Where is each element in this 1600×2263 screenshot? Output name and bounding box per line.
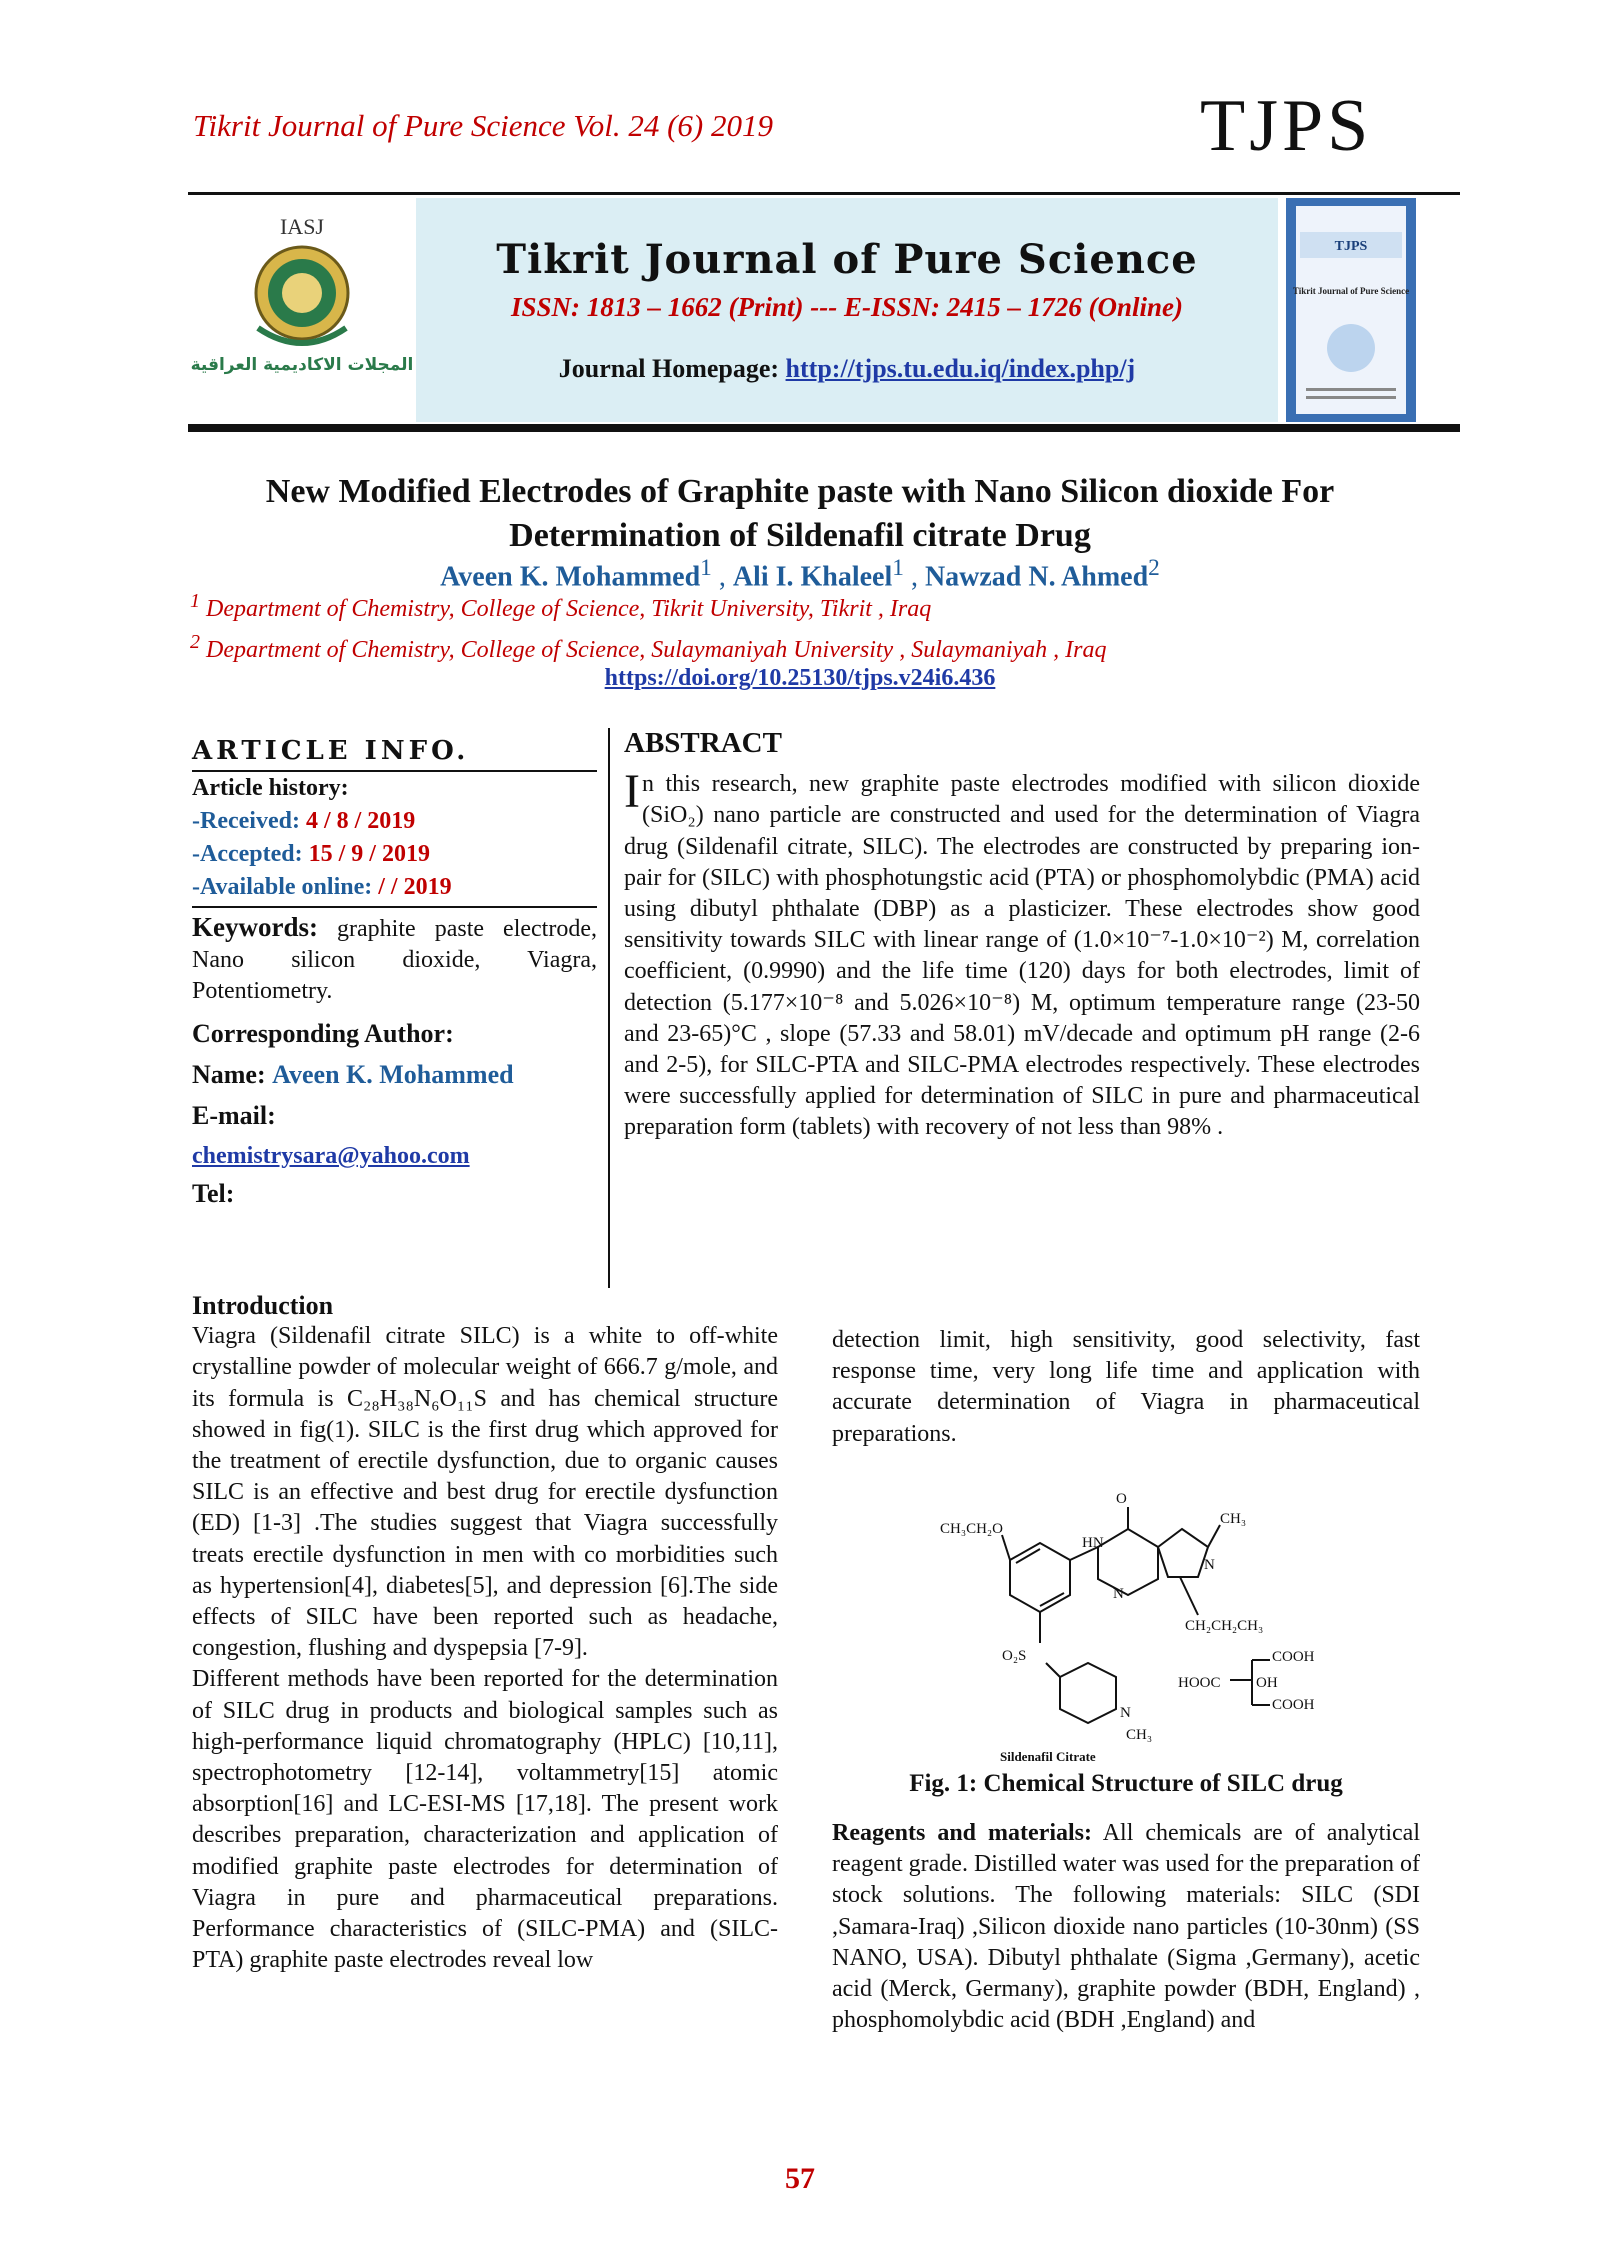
journal-abbrev: TJPS: [1200, 85, 1373, 167]
svg-text:N: N: [1120, 1705, 1131, 1721]
svg-text:COOH: COOH: [1272, 1649, 1315, 1665]
doi: [160, 665, 1440, 692]
doi-link[interactable]: https://doi.org/10.25130/tjps.v24i6.436: [604, 665, 996, 691]
abstract-dropcap: I: [624, 765, 640, 819]
keywords-text: graphite paste electrode, Nano silicon dioxide, Viagra, Potentiometry.: [192, 916, 597, 1004]
article-title: [160, 470, 1440, 558]
journal-name: Tikrit Journal of Pure Science: [496, 236, 1198, 283]
svg-text:O₂S: O₂S: [1002, 1648, 1027, 1664]
author-2-sup: 1: [892, 555, 904, 581]
svg-text:OH: OH: [1256, 1675, 1278, 1691]
name-value: Aveen K. Mohammed: [272, 1060, 514, 1089]
affiliation-1-sup: 1: [190, 590, 200, 612]
email-label: E-mail:: [192, 1101, 276, 1130]
structure-label: Sildenafil Citrate: [1000, 1749, 1096, 1764]
keywords-label: Keywords:: [192, 912, 318, 942]
journal-cover-image: [1286, 198, 1416, 422]
svg-text:CH₃: CH₃: [1126, 1727, 1153, 1743]
author-list: Aveen K. Mohammed$^1$ , Ali I. Khaleel$^1$ , Nawzad N. Ahmed$^2$: [440, 555, 1160, 593]
intro-paragraph-1: Viagra (Sildenafil citrate SILC) is a white to off-white crystalline powder of molecular weight of 666.7 g/mole, and its formula is C₂₈H₃₈N₆O₁₁S and has chemical structure showed in fig(1). SILC is the first drug which approved for the treatment of erectile dysfunction, due to organic causes SILC is an effective and best drug for erectile dysfunction (ED) [1-3] .The studies suggest that Viagra successfully treats erectile dysfunction in men with co morbidities such as hypertension[4], diabetes[5], and depression [6].The side effects of SILC have been reported such as headache, congestion, flushing and dyspepsia [7-9].: [192, 1323, 778, 1662]
abstract: [624, 728, 1420, 1144]
svg-text:N: N: [1113, 1586, 1124, 1602]
logo-text: IASJ: [279, 214, 325, 239]
svg-text:N: N: [1204, 1557, 1215, 1573]
intro-paragraph-2: Different methods have been reported for the determination of SILC drug in products and biological samples such as high-performance liquid chromatography (HPLC) [10,11], spectrophotometry [12-14], voltammetry[15] atomic absorption[16] and LC-ESI-MS [17,18]. The present work describes preparation, characterization and application of modified graphite paste electrodes for determination of Viagra in pure and pharmaceutical preparations. Performance characteristics of (SILC-PMA) and (SILC-PTA) graphite paste electrodes reveal low: [192, 1666, 778, 1974]
logo-arabic: المجلات الاكاديمية العراقية: [190, 355, 414, 375]
running-journal-title: Tikrit Journal of Pure Science Vol. 24 (6) 2019: [193, 108, 774, 143]
reagents-text: All chemicals are of analytical reagent grade. Distilled water was used for the preparation of stock solutions. The following materials: SILC (SDI ,Samara-Iraq) ,Silicon dioxide nano particles (10-30nm) (SS NANO, USA). Dibutyl phthalate (Sigma ,Germany), acetic acid (Merck, Germany), graphite powder (BDH, England) , phosphomolybdic acid (BDH ,England) and: [832, 1820, 1420, 2034]
history-label: Article history:: [192, 775, 349, 801]
chemical-structure-figure: [930, 1465, 1330, 1765]
author-3: Nawzad N. Ahmed: [924, 561, 1149, 593]
accepted-value: 15 / 9 / 2019: [308, 841, 430, 867]
journal-banner: [188, 198, 1460, 422]
author-2: Ali I. Khaleel: [732, 561, 893, 593]
header-rule-bottom: [188, 424, 1460, 432]
title-line-2: Determination of Sildenafil citrate Drug: [509, 517, 1091, 554]
figure-caption: Fig. 1: Chemical Structure of SILC drug: [909, 1770, 1343, 1797]
intro-paragraph-continued: detection limit, high sensitivity, good selectivity, fast response time, very long life time and application with accurate determination of Viagra in pharmaceutical preparations.: [832, 1327, 1420, 1447]
iasj-logo: [188, 198, 416, 422]
corresponding-author-label: Corresponding Author:: [192, 1019, 454, 1048]
affiliation-2-sup: 2: [190, 631, 200, 653]
received-label: -Received:: [192, 808, 300, 834]
tel-label: Tel:: [192, 1179, 235, 1208]
cover-abbrev: TJPS: [1334, 239, 1368, 254]
online-value: / / 2019: [378, 874, 452, 900]
online-label: -Available online:: [192, 874, 373, 900]
affiliation-1-text: Department of Chemistry, College of Science, Tikrit University, Tikrit , Iraq: [206, 596, 932, 622]
author-1-sup: 1: [700, 555, 712, 581]
banner-center: [416, 198, 1278, 422]
body-column-right: [832, 1325, 1420, 1450]
reagents-section: [832, 1818, 1420, 2036]
cover-title: Tikrit Journal of Pure Science: [1292, 286, 1410, 296]
name-label: Name:: [192, 1060, 266, 1089]
received-value: 4 / 8 / 2019: [305, 808, 416, 834]
email-link[interactable]: chemistrysara@yahoo.com: [192, 1143, 470, 1169]
journal-homepage: [416, 354, 1278, 384]
author-3-sup: 2: [1148, 555, 1160, 581]
body-column-left: [192, 1290, 778, 1976]
title-line-1: New Modified Electrodes of Graphite paste with Nano Silicon dioxide For: [265, 473, 1335, 510]
abstract-heading: ABSTRACT: [624, 727, 782, 759]
svg-text:COOH: COOH: [1272, 1697, 1315, 1713]
article-info-heading: ARTICLE INFO.: [192, 736, 470, 766]
reagents-label: Reagents and materials:: [832, 1820, 1093, 1846]
svg-text:CH₃: CH₃: [1220, 1511, 1247, 1527]
affiliation-1: [190, 590, 931, 623]
accepted-label: -Accepted:: [192, 841, 303, 867]
svg-text:CH₂CH₂CH₃: CH₂CH₂CH₃: [1185, 1618, 1264, 1634]
introduction-heading: Introduction: [192, 1291, 334, 1320]
homepage-label: Journal Homepage:: [558, 354, 786, 383]
journal-issn: ISSN: 1813 – 1662 (Print) --- E-ISSN: 2415 – 1726 (Online): [510, 292, 1184, 322]
svg-text:HOOC: HOOC: [1178, 1675, 1221, 1691]
affiliation-2: [190, 631, 1107, 664]
svg-text:O: O: [1116, 1491, 1127, 1507]
svg-text:HN: HN: [1082, 1535, 1104, 1551]
abstract-text: n this research, new graphite paste electrodes modified with silicon dioxide (SiO₂) nano particle are constructed and used for the determination of Viagra drug (Sildenafil citrate, SILC). The electrodes are constructed by preparing ion-pair for (SILC) with phosphotungstic acid (PTA) or phosphomolybdic (PMA) acid using dibutyl phthalate (DBP) as a plasticizer. These electrodes show good sensitivity towards SILC with linear range of (1.0×10⁻⁷-1.0×10⁻²) M, correlation coefficient, (0.9990) and the life time (120) days for both electrodes, limit of detection (5.177×10⁻⁸ and 5.026×10⁻⁸) M, optimum temperature range (23-50 and 23-65)°C , slope (57.33 and 58.01) mV/decade and optimum pH range (2-6 and 2-5), for SILC-PTA and SILC-PMA electrodes respectively. These electrodes were successfully applied for determination of SILC in pure and pharmaceutical preparation form (tablets) with recovery of not less than 98% .: [624, 771, 1420, 1141]
column-divider: [608, 728, 610, 1288]
svg-text:CH₃CH₂O: CH₃CH₂O: [940, 1521, 1003, 1537]
affiliation-2-text: Department of Chemistry, College of Science, Sulaymaniyah University , Sulaymaniyah , Iraq: [206, 637, 1107, 663]
author-1: Aveen K. Mohammed: [440, 561, 701, 593]
article-info-panel: [192, 735, 597, 1210]
header-rule-top: [188, 192, 1460, 195]
homepage-link[interactable]: http://tjps.tu.edu.iq/index.php/j: [785, 354, 1136, 383]
page-number: 57: [785, 2162, 815, 2195]
